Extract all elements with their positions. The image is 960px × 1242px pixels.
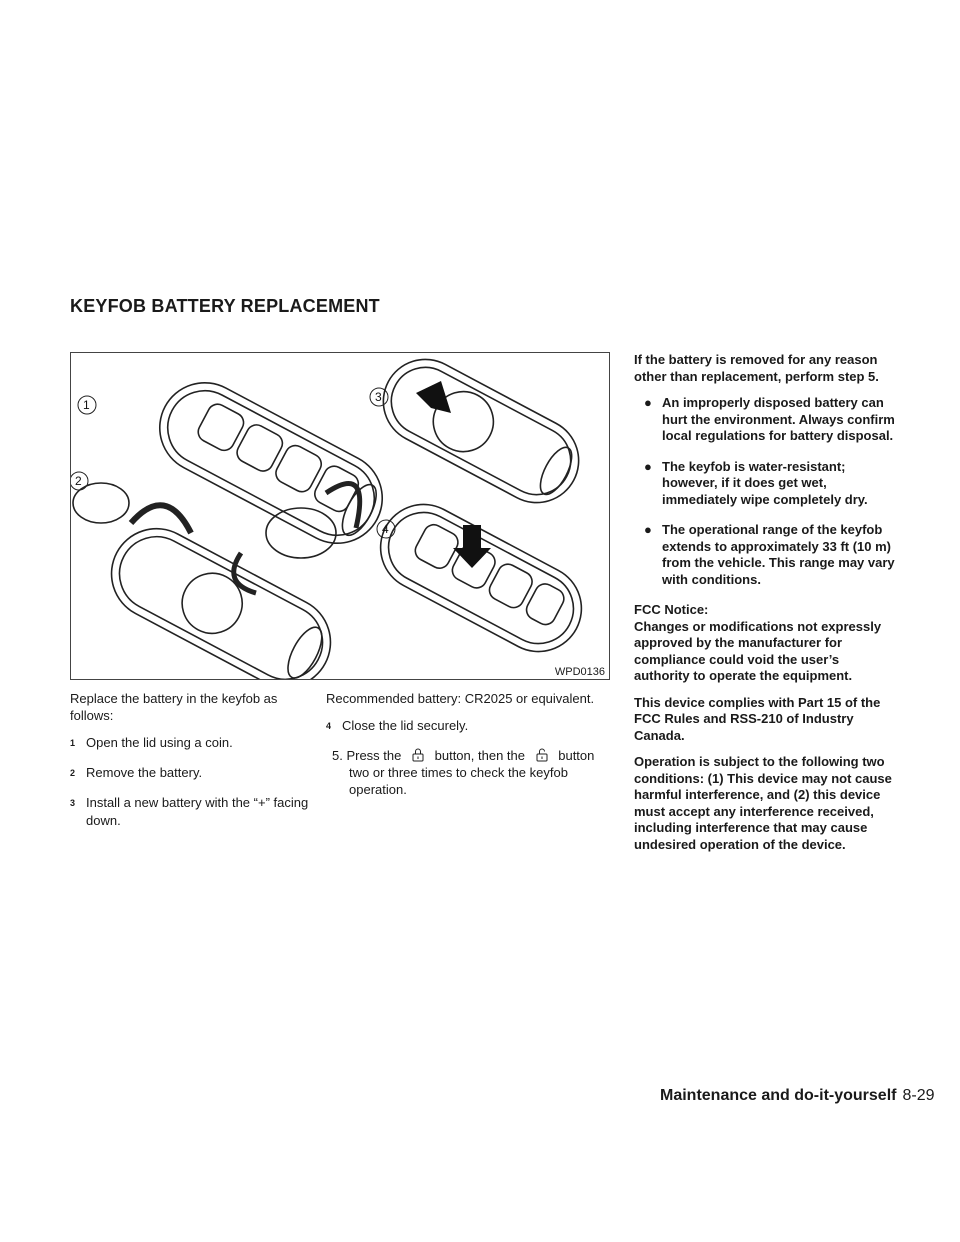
page-number: 8-29 xyxy=(902,1087,935,1104)
fcc-paragraph-3: Operation is subject to the following two conditions: (1) This device may not cause harmful interference, and (2) this device must accept any interference received, including interference that may cause undesired operation of the device. xyxy=(634,754,892,852)
keyfob-top-left xyxy=(144,367,398,559)
keyfob-bottom-left xyxy=(96,513,347,679)
section-title: KEYFOB BATTERY REPLACEMENT xyxy=(70,296,380,316)
step-1-text: Open the lid using a coin. xyxy=(86,735,233,750)
step-2-number: 2 xyxy=(70,768,76,778)
bullet-text: An improperly disposed battery can hurt the environment. Always confirm local regulations for battery disposal. xyxy=(662,395,895,443)
bullet-text: The operational range of the keyfob extends to approximately 33 ft (10 m) from the vehicle. This range may vary with conditions. xyxy=(662,522,895,587)
step-3-text: Install a new battery with the “+” facing down. xyxy=(86,795,309,828)
step-5-middle: button, then the xyxy=(434,748,525,763)
callout-3: 3 xyxy=(375,390,382,404)
bullet-item xyxy=(634,395,896,445)
step-1 xyxy=(70,734,320,752)
column-3 xyxy=(634,352,896,863)
bullet-dot: ● xyxy=(644,395,652,410)
keyfob-bottom-right xyxy=(365,489,596,666)
figure-code: WPD0136 xyxy=(554,666,605,678)
lead-paragraph: If the battery is removed for any reason other than replacement, perform step 5. xyxy=(634,352,879,384)
callout-1: 1 xyxy=(83,398,90,412)
step-2 xyxy=(70,764,320,782)
recommended-battery: Recommended battery: CR2025 or equivalent. xyxy=(326,691,595,706)
step-5 xyxy=(326,747,611,798)
footer-section: Maintenance and do-it-yourself xyxy=(660,1087,897,1104)
step-1-number: 1 xyxy=(70,738,76,748)
step-4-number: 4 xyxy=(326,721,332,731)
step-5-prefix: 5. Press the xyxy=(332,748,402,763)
step-3 xyxy=(70,794,320,829)
fcc-heading: FCC Notice: xyxy=(634,602,709,617)
step-5-suffix: button two or three times to check the keyfob operation. xyxy=(349,748,595,797)
lock-icon xyxy=(411,748,425,762)
fcc-paragraph-1: Changes or modifications not expressly approved by the manufacturer for compliance could void the user’s authority to operate the equipment. xyxy=(634,618,882,683)
step-4 xyxy=(326,717,611,735)
step-4-text: Close the lid securely. xyxy=(342,718,469,733)
page-footer xyxy=(660,1087,935,1105)
press-arrow-top xyxy=(416,381,451,413)
fcc-paragraph-2: This device complies with Part 15 of the FCC Rules and RSS-210 of Industry Canada. xyxy=(634,694,881,743)
bullet-dot: ● xyxy=(644,458,652,474)
bullet-item xyxy=(634,522,896,588)
step-2-text: Remove the battery. xyxy=(86,765,203,780)
column-1 xyxy=(70,690,320,841)
bullet-dot: ● xyxy=(644,522,652,537)
callout-4: 4 xyxy=(382,522,389,536)
battery-removed xyxy=(73,483,129,523)
keyfob-figure xyxy=(70,352,610,680)
column-2 xyxy=(326,690,611,810)
step-3-number: 3 xyxy=(70,798,76,808)
bullet-item xyxy=(634,459,896,509)
keyfob-illustration xyxy=(71,353,609,679)
bullet-text: The keyfob is water-resistant; however, if it does get wet, immediately wipe completely dry. xyxy=(662,458,868,507)
keyfob-top-right xyxy=(369,353,594,517)
unlock-icon xyxy=(535,748,549,762)
intro-text: Replace the battery in the keyfob as follows: xyxy=(70,691,278,723)
callout-2: 2 xyxy=(75,474,82,488)
